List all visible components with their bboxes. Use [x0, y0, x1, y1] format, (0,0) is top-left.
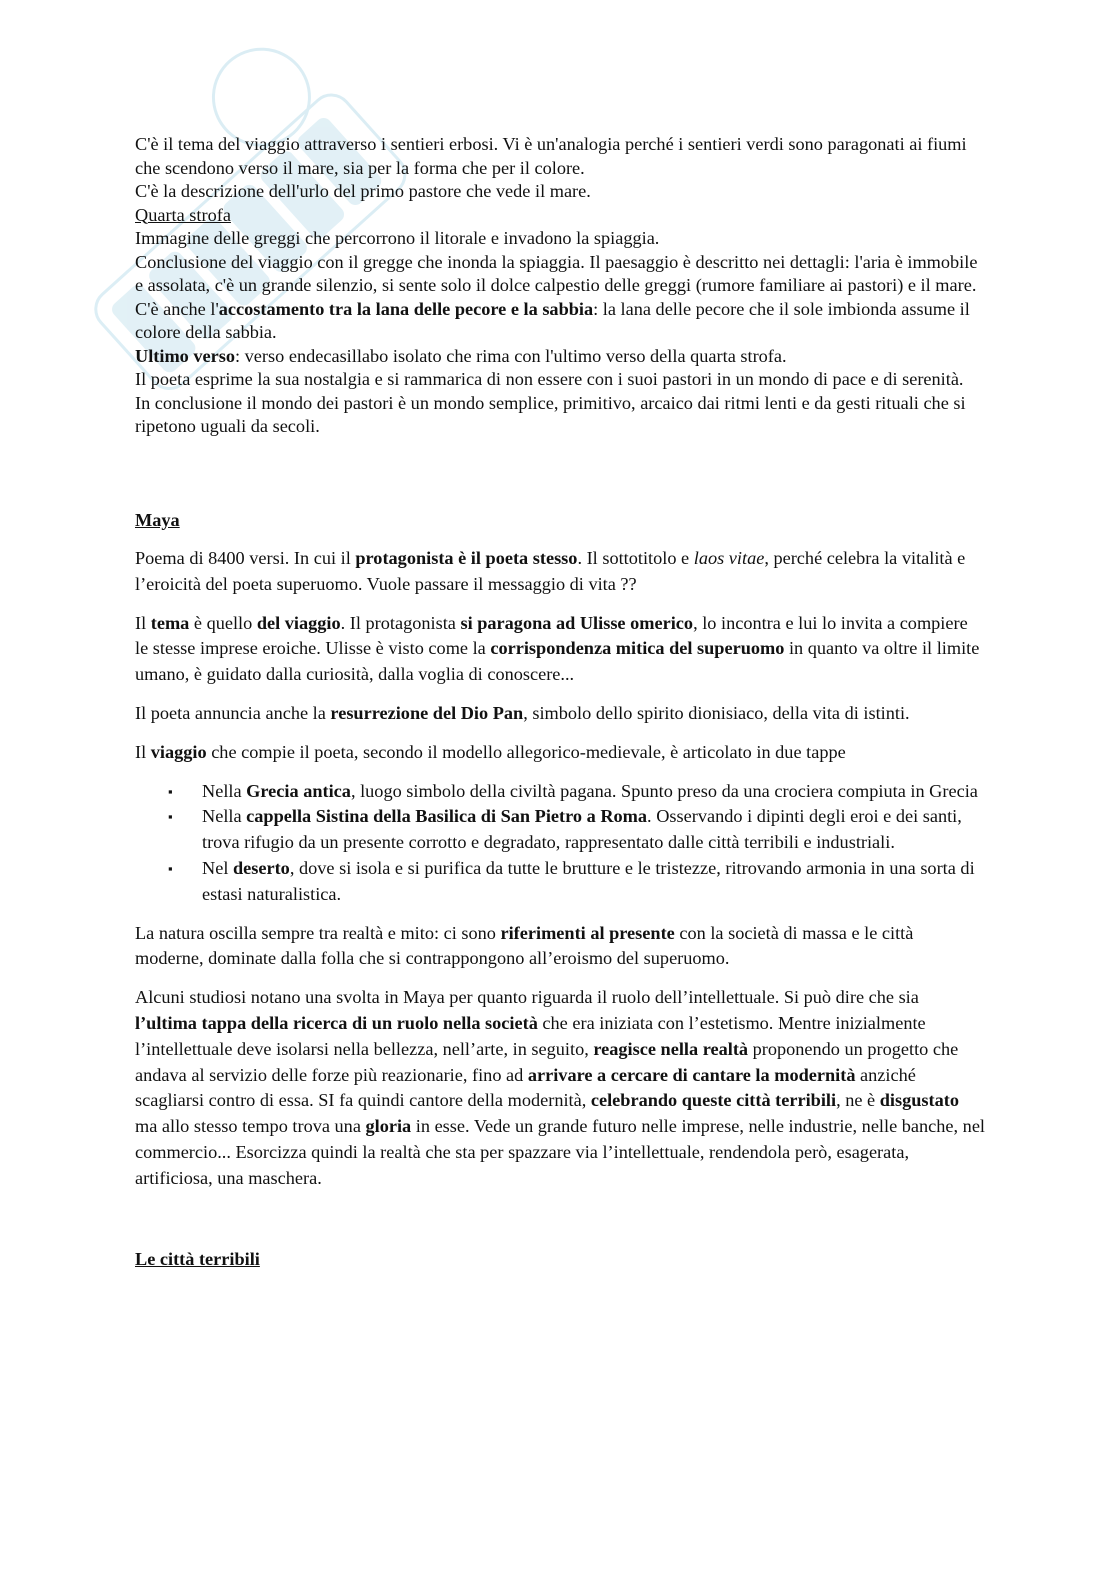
subheading-quarta-strofa: Quarta strofa: [135, 204, 231, 225]
list-tappe: [135, 779, 985, 908]
paragraph-maya-tema: Il tema è quello del viaggio. Il protagonista si paragona ad Ulisse omerico, lo incontra e lui lo invita a compiere le stesse imprese eroiche. Ulisse è visto come la corrispondenza mitica del superuomo in quanto va oltre il limite umano, è guidato dalla curiosità, dalla voglia di conoscere...: [135, 612, 980, 685]
paragraph-greggi-litorale: Immagine delle greggi che percorrono il litorale e invadono la spiaggia.: [135, 228, 660, 248]
paragraph-urlo-pastore: C'è la descrizione dell'urlo del primo pastore che vede il mare.: [135, 181, 591, 201]
heading-citta-terribili: Le città terribili: [135, 1248, 260, 1269]
paragraph-maya-intellettuale: Alcuni studiosi notano una svolta in Maya per quanto riguarda il ruolo dell’intellettuale. Si può dire che sia l’ultima tappa della ricerca di un ruolo nella società che era iniziata con l’estetismo. Mentre inizialmente l’intellettuale deve isolarsi nella bellezza, nell’arte, in seguito, reagisce nella realtà proponendo un progetto che andava al servizio delle forze più reazionarie, fino ad arrivare a cercare di cantare la modernità anziché scagliarsi contro di essa. SI fa quindi cantore della modernità, celebrando queste città terribili, ne è disgustato ma allo stesso tempo trova una gloria in esse. Vede un grande futuro nelle imprese, nelle industrie, nelle banche, nel commercio... Esorcizza quindi la realtà che sta per spazzare via l’intellettuale, rendendola però, esagerata, artificiosa, una maschera.: [135, 987, 986, 1188]
paragraph-maya-pan: Il poeta annuncia anche la resurrezione del Dio Pan, simbolo dello spirito dionisiaco, della vita di istinti.: [135, 702, 910, 723]
document-body: [135, 133, 985, 1271]
paragraph-conclusione-pastori: In conclusione il mondo dei pastori è un mondo semplice, primitivo, arcaico dai ritmi lenti e da gesti rituali che si ripetono uguali da secoli.: [135, 392, 966, 436]
heading-maya: Maya: [135, 509, 180, 530]
paragraph-accostamento: C'è anche l'accostamento tra la lana delle pecore e la sabbia: la lana delle pecore che il sole imbionda assume il colore della sabbia.: [135, 298, 970, 342]
list-item: ▪ Nel deserto, dove si isola e si purifica da tutte le brutture e le tristezze, ritrovando armonia in una sorta di estasi naturalistica.: [135, 856, 985, 908]
paragraph-nostalgia: Il poeta esprime la sua nostalgia e si rammarica di non essere con i suoi pastori in un mondo di pace e di serenità.: [135, 369, 964, 389]
list-item: ▪ Nella cappella Sistina della Basilica di San Pietro a Roma. Osservando i dipinti degli eroi e dei santi, trova rifugio da un presente corrotto e degradato, rappresentato dalle città terribili e industriali.: [135, 804, 985, 856]
paragraph-viaggio-sentieri: C'è il tema del viaggio attraverso i sentieri erbosi. Vi è un'analogia perché i sentieri verdi sono paragonati ai fiumi che scendono verso il mare, sia per la forma che per il colore.: [135, 134, 967, 178]
paragraph-maya-viaggio: Il viaggio che compie il poeta, secondo il modello allegorico-medievale, è articolato in due tappe: [135, 741, 846, 762]
paragraph-maya-poema: Poema di 8400 versi. In cui il protagonista è il poeta stesso. Il sottotitolo e laos vitae, perché celebra la vitalità e l’eroicità del poeta superuomo. Vuole passare il messaggio di vita ??: [135, 548, 966, 594]
paragraph-conclusione-viaggio: Conclusione del viaggio con il gregge che inonda la spiaggia. Il paesaggio è descritto nei dettagli: l'aria è immobile e assolata, c'è un grande silenzio, si sente solo il dolce calpestio delle greggi (rumore familiare ai pastori) e il mare.: [135, 251, 978, 295]
paragraph-ultimo-verso: Ultimo verso: verso endecasillabo isolato che rima con l'ultimo verso della quarta strofa.: [135, 345, 787, 366]
list-item: ▪ Nella Grecia antica, luogo simbolo della civiltà pagana. Spunto preso da una crociera compiuta in Grecia: [135, 779, 985, 805]
paragraph-maya-natura: La natura oscilla sempre tra realtà e mito: ci sono riferimenti al presente con la società di massa e le città moderne, dominate dalla folla che si contrappongono all’eroismo del superuomo.: [135, 922, 914, 969]
